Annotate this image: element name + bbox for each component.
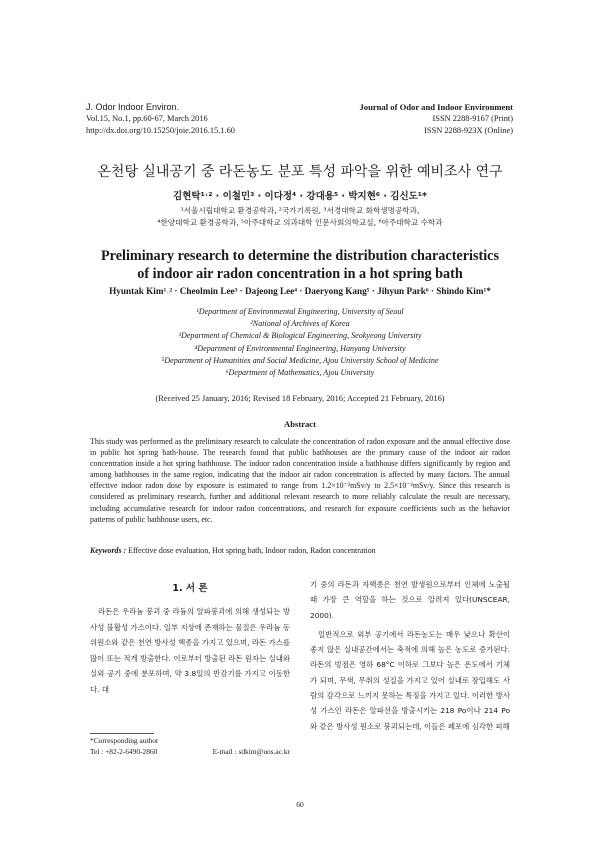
journal-header-right <box>359 101 513 137</box>
body-column-right <box>310 577 510 734</box>
english-title-line: Preliminary research to determine the distribution characteristics <box>101 248 499 264</box>
keywords-list: Effective dose evaluation, Hot spring bath, Indoor radon, Radon concentration <box>128 546 376 555</box>
doi-link[interactable]: http://dx.doi.org/10.15250/joie.2016.15.1.60 <box>86 126 235 135</box>
telephone: Tel : +82-2-6490-2860 <box>90 747 158 756</box>
affiliation-line: ⁶Department of Mathematics, Ajou University <box>225 368 375 378</box>
body-column-left <box>90 604 290 697</box>
korean-authors: 김현탁¹˒² · 이철민³ · 이다정⁴ · 강대용⁵ · 박지현⁶ · 김신도¹* <box>173 191 427 202</box>
section-title: 1. 서 론 <box>172 583 208 594</box>
korean-title: 온천탕 실내공기 중 라돈농도 분포 특성 파악을 위한 예비조사 연구 <box>97 164 503 180</box>
korean-affiliation-line: ⁴한양대학교 환경공학과, ⁵아주대학교 의과대학 인문사회의학교실, ⁶아주대학교 수학과 <box>157 218 443 227</box>
affiliation-line: ³Department of Chemical & Biological Engineering, Seokyeong University <box>178 331 422 341</box>
journal-name: Journal of Odor and Indoor Environment <box>359 102 513 112</box>
corresponding-author-label: *Corresponding author <box>90 736 159 745</box>
abstract-text: This study was performed as the preliminary research to calculate the concentration of radon exposure and the annual effective dose in public hot spring bath-house. The research found that public bathhouses are the primary cause of the indoor air radon concentration inside a hot spring bathhouse. The indoor radon concentration inside a bathhouse differs significantly by region and among bathhouses in the same region, indicating that the indoor air radon concentration is affected by many factors. The annual effective indoor radon dose by exposure is estimated to range from 1.2×10⁻²mSv/y to 2.5×10⁻²mSv/y. Since this research is considered as preliminary research, further and additional relevant research to more reliably calculate the result are necessary, including accumulative research for indoor radon concentrations, and research for exposure coefficients such as the behavior patterns of public bathhouse users, etc. <box>90 437 510 524</box>
body-paragraph: 라돈은 우라늄 붕괴 중 라듐의 알파붕괴에 의해 생성되는 방사성 불활성 가스이다. 일부 지상에 존재하는 물질은 우라늄 동위원소와 같은 천연 방사성 핵종을 가지고 있으며, 라돈 가스를 많이 또는 적게 방출한다. 이로부터 방출된 라돈 원자는 실내와 실외 공기 중에 분포하며, 약 3.8일의 반감기를 가지고 이동한다. 대 <box>90 607 290 694</box>
body-paragraph: 일반적으로 외부 공기에서 라돈농도는 매우 낮으나 확산이 좋지 않은 실내공간에서는 축적에 의해 높은 농도로 증가된다. 라돈의 빙점은 영하 68°C 이하로 그보다 높은 온도에서 기체가 되며, 무색, 무취의 성질을 가지고 있어 실내로 잠입해도 사람의 감각으로 느끼지 못하는 특징을 가지고 있다. 이러한 방사성 가스인 라돈은 알파선을 방출시키는 218 Po이나 214 Po와 같은 방사성 원소로 붕괴되는데, 이들은 폐포에 심각한 피해 <box>310 629 510 731</box>
english-title <box>0 247 600 283</box>
received-dates: (Received 25 January, 2016; Revised 18 February, 2016; Accepted 21 February, 2016) <box>155 394 445 403</box>
issn-online: ISSN 2288-923X (Online) <box>424 126 513 135</box>
email[interactable]: E-mail : sdkim@uos.ac.kr <box>212 747 290 756</box>
journal-abbrev: J. Odor Indoor Environ. <box>86 102 180 112</box>
keywords-label: Keywords : <box>90 546 127 555</box>
journal-header-left <box>86 101 235 137</box>
korean-affiliation-line: ¹서울시립대학교 환경공학과, ²국가기록원, ³서경대학교 화학생명공학과, <box>180 206 420 215</box>
affiliation-line: ⁴Department of Environmental Engineering, Hanyang University <box>194 343 406 353</box>
page-number: 60 <box>296 800 304 809</box>
volume-info: Vol.15, No.1, pp.60-67, March 2016 <box>86 114 208 123</box>
footnote <box>90 735 290 757</box>
keywords <box>90 546 510 555</box>
english-affiliations <box>0 306 600 379</box>
english-authors: Hyuntak Kim¹˒² · Cheolmin Lee³ · Dajeong Lee⁴ · Daeryong Kang⁵ · Jihyun Park⁶ · Shindo Kim¹* <box>109 286 491 296</box>
english-title-line: of indoor air radon concentration in a hot spring bath <box>137 266 463 282</box>
affiliation-line: ⁵Department of Humanities and Social Medicine, Ajou University School of Medicine <box>161 355 439 365</box>
affiliation-line: ¹Department of Environmental Engineering, University of Seoul <box>196 307 404 316</box>
abstract-heading: Abstract <box>284 419 316 429</box>
body-paragraph: 기 중의 라돈과 자핵종은 천연 발생원으로부터 인체에 노출될 때 가장 큰 역할을 하는 것으로 알려져 있다(UNSCEAR, 2000). <box>310 580 510 620</box>
issn-print: ISSN 2288-9167 (Print) <box>432 114 513 123</box>
korean-affiliations <box>0 205 600 229</box>
footnote-divider <box>90 733 154 734</box>
affiliation-line: ²National of Archives of Korea <box>250 319 350 329</box>
